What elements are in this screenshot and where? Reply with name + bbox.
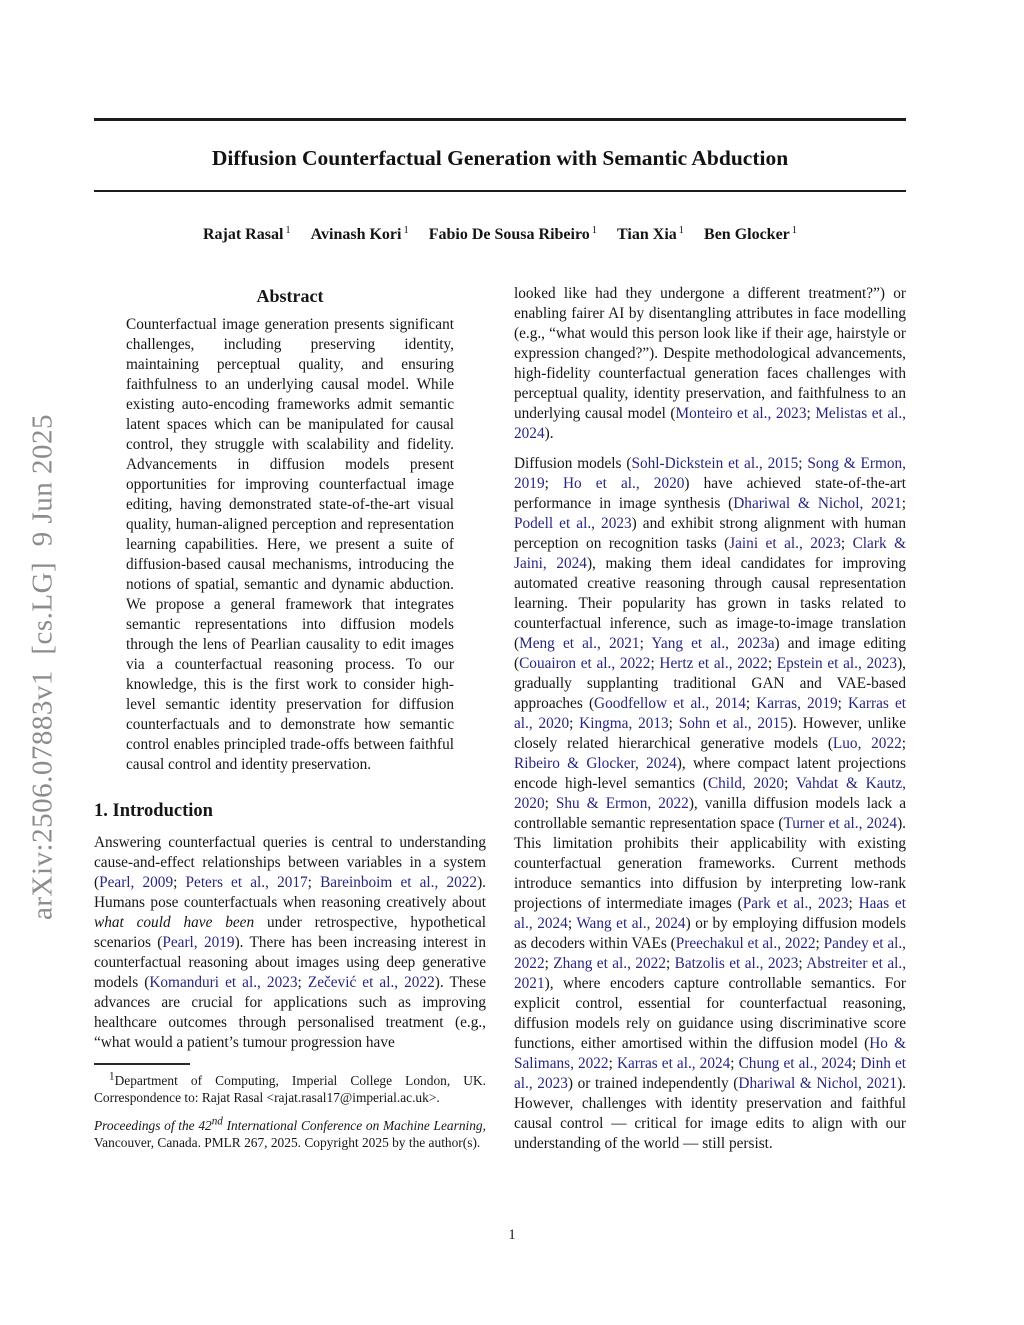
citation-link[interactable]: Kingma, 2013 — [579, 715, 669, 732]
text-segment: ), gradually supplanting traditional GAN and VAE-based approaches ( — [514, 655, 906, 712]
text-segment: International Conference on Machine Learning — [222, 1117, 483, 1133]
citation-link[interactable]: Pearl, 2009 — [99, 874, 174, 891]
citation-link[interactable]: Song & Ermon, 2019 — [514, 455, 906, 492]
paper-title: Diffusion Counterfactual Generation with Semantic Abduction — [211, 146, 789, 170]
citation-link[interactable]: Karras et al., 2020 — [514, 695, 907, 732]
citation-link[interactable]: Clark & Jaini, 2024 — [514, 535, 906, 572]
page-number: 1 — [508, 1227, 516, 1243]
citation-link[interactable]: Pandey et al., 2022 — [514, 935, 907, 972]
text-segment: , Vancouver, Canada. PMLR 267, 2025. Copyright 2025 by the author(s). — [94, 1117, 486, 1150]
citation-link[interactable]: Dinh et al., 2023 — [514, 1055, 907, 1092]
text-segment: ), making them ideal candidates for improving automated creative reasoning through causal representation learning. Their popularity has grown in tasks related to counterfactual inference, such as image-to-image translation ( — [514, 555, 907, 652]
text-segment: ; — [901, 495, 906, 512]
citation-link[interactable]: Ho et al., 2020 — [562, 475, 685, 492]
text-segment: ) and image editing ( — [514, 635, 907, 672]
text-segment: ; — [569, 715, 580, 732]
text-segment: ; — [851, 1055, 861, 1072]
text-segment: ; — [544, 795, 556, 812]
text-segment: ; — [650, 655, 660, 672]
citation-link[interactable]: Ribeiro & Glocker, 2024 — [514, 755, 677, 772]
text-segment: ) or trained independently ( — [567, 1075, 739, 1092]
citation-link[interactable]: Luo, 2022 — [832, 735, 902, 752]
citation-link[interactable]: Sohl-Dickstein et al., 2015 — [631, 455, 799, 472]
text-segment: ; — [901, 735, 906, 752]
citation-link[interactable]: Karras, 2019 — [756, 695, 838, 712]
citation-link[interactable]: Abstreiter et al., 2021 — [514, 955, 907, 992]
text-segment: ), where encoders capture controllable semantics. For explicit control, essential for counterfactual reasoning, diffusion models rely on guidance using discriminative score functions, either amortised within the diffusion model ( — [514, 975, 906, 1052]
citation-link[interactable]: Monteiro et al., 2023 — [675, 405, 807, 422]
text-segment: ), vanilla diffusion models lack a controllable semantic representation space ( — [514, 795, 907, 832]
citation-link[interactable]: Couairon et al., 2022 — [519, 655, 651, 672]
author-line — [94, 226, 906, 244]
text-segment: 1 — [109, 1070, 115, 1083]
citation-link[interactable]: Chung et al., 2024 — [738, 1055, 852, 1072]
text-segment: ). These advances are crucial for applications such as improving healthcare outcomes through personalised treatment (e.g., “what would a patient’s tumour progression have — [94, 974, 486, 1051]
text-segment: looked like had they undergone a different treatment?”) or enabling fairer AI by disentangling attributes in face modelling (e.g., “what would this person look like if their age, hairstyle or expression changed?”). Despite methodological advancements, high-fidelity counterfactual generation faces challenges with perceptual quality, identity preservation, and faithfulness to an underlying causal model ( — [514, 285, 906, 422]
footnote-rule — [94, 1063, 190, 1065]
citation-link[interactable]: Preechakul et al., 2022 — [675, 935, 816, 952]
text-segment: ; — [784, 775, 796, 792]
text-segment: ; — [639, 635, 652, 652]
text-segment: ; — [668, 715, 679, 732]
right-paragraph-2 — [514, 454, 906, 1154]
citation-link[interactable]: Sohn et al., 2015 — [678, 715, 788, 732]
citation-link[interactable]: Yang et al., 2023a — [651, 635, 775, 652]
citation-link[interactable]: Pearl, 2019 — [162, 934, 235, 951]
citation-link[interactable]: Ho & Salimans, 2022 — [514, 1035, 906, 1072]
citation-link[interactable]: Batzolis et al., 2023 — [674, 955, 799, 972]
text-segment: ; — [307, 874, 321, 891]
text-segment: ; — [815, 935, 824, 952]
text-segment: ; — [798, 955, 807, 972]
author-name: Fabio De Sousa Ribeiro $^1$ — [428, 224, 598, 243]
text-segment: ; — [730, 1055, 739, 1072]
footnote-proceedings — [94, 1117, 486, 1151]
citation-link[interactable]: Dhariwal & Nichol, 2021 — [733, 495, 902, 512]
text-segment: Diffusion models ( — [514, 455, 632, 472]
right-column — [514, 284, 906, 1164]
right-paragraph-1 — [514, 284, 906, 444]
abstract-heading: Abstract — [256, 286, 324, 306]
citation-link[interactable]: Bareinboim et al., 2022 — [320, 874, 478, 891]
arxiv-stamp: arXiv:2506.07883v1 [cs.LG] 9 Jun 2025 — [26, 413, 59, 921]
abstract-body: Counterfactual image generation presents significant challenges, including preserving identity, maintaining perceptual quality, and ensuring faithfulness to an underlying causal model. While existing auto-encoding frameworks admit semantic latent spaces which can be manipulated for causal control, they struggle with scalability and fidelity. Advancements in diffusion models present opportunities for improving counterfactual image editing, having demonstrated state-of-the-art visual quality, human-aligned perception and representation learning capabilities. Here, we present a suite of diffusion-based causal mechanisms, introducing the notions of spatial, semantic and dynamic abduction. We propose a general framework that integrates semantic representations into diffusion models through the lens of Pearlian causality to edit images via a counterfactual reasoning process. To our knowledge, this is the first work to consider high-level semantic identity preservation for diffusion counterfactuals and to demonstrate how semantic control enables principled trade-offs between faithful causal control and identity preservation. — [126, 316, 454, 773]
text-segment: ). There has been increasing interest in counterfactual reasoning about images using deep generative models ( — [94, 934, 486, 991]
text-segment: what could have been — [94, 914, 255, 931]
citation-link[interactable]: Melistas et al., 2024 — [514, 405, 907, 442]
text-segment: ; — [567, 915, 577, 932]
citation-link[interactable]: Child, 2020 — [707, 775, 785, 792]
citation-link[interactable]: Wang et al., 2024 — [576, 915, 686, 932]
text-segment: ; — [840, 535, 853, 552]
citation-link[interactable]: Peters et al., 2017 — [185, 874, 308, 891]
footnote-block — [94, 1063, 486, 1151]
author-name: Avinash Kori $^1$ — [310, 224, 409, 243]
text-segment: ; — [848, 895, 859, 912]
text-segment: ). — [544, 425, 554, 442]
text-segment: ; — [745, 695, 757, 712]
text-segment: ; — [767, 655, 777, 672]
citation-link[interactable]: Park et al., 2023 — [742, 895, 849, 912]
text-segment: ; — [806, 405, 816, 422]
citation-link[interactable]: Dhariwal & Nichol, 2021 — [738, 1075, 898, 1092]
citation-link[interactable]: Zhang et al., 2022 — [553, 955, 666, 972]
citation-link[interactable]: Meng et al., 2021 — [519, 635, 640, 652]
text-segment: Answering counterfactual queries is central to understanding cause-and-effect relationships between variables in a system ( — [94, 834, 486, 891]
author-name: Tian Xia $^1$ — [617, 224, 685, 243]
citation-link[interactable]: Turner et al., 2024 — [783, 815, 898, 832]
citation-link[interactable]: Zečević et al., 2022 — [307, 974, 435, 991]
text-segment: ; — [544, 475, 563, 492]
section-heading-introduction: 1. Introduction — [94, 801, 213, 821]
citation-link[interactable]: Jaini et al., 2023 — [729, 535, 841, 552]
left-column — [94, 284, 486, 1164]
text-segment: under retrospective, hypothetical scenarios ( — [94, 914, 486, 951]
text-segment: ) or by employing diffusion models as decoders within VAEs ( — [514, 915, 906, 952]
text-segment: Department of Computing, Imperial College London, UK. Correspondence to: Rajat Rasal <rajat.rasal17@imperial.ac.uk>. — [94, 1072, 486, 1105]
citation-link[interactable]: Vahdat & Kautz, 2020 — [514, 775, 906, 812]
text-segment: ). Humans pose counterfactuals when reasoning creatively about — [94, 874, 486, 911]
citation-link[interactable]: Podell et al., 2023 — [514, 515, 632, 532]
citation-link[interactable]: Goodfellow et al., 2014 — [594, 695, 746, 712]
text-segment: ). This limitation prohibits their applicability with existing counterfactual generation frameworks. Current methods introduce semantics into diffusion by interpreting low-rank projections of intermediate images ( — [514, 815, 906, 912]
text-segment: ; — [665, 955, 675, 972]
citation-link[interactable]: Komanduri et al., 2023 — [149, 974, 298, 991]
citation-link[interactable]: Karras et al., 2024 — [616, 1055, 731, 1072]
text-segment: ; — [608, 1055, 617, 1072]
text-segment: ), where compact latent projections encode high-level semantics ( — [514, 755, 906, 792]
citation-link[interactable]: Epstein et al., 2023 — [776, 655, 898, 672]
text-segment: ; — [297, 974, 308, 991]
introduction-paragraph — [94, 833, 486, 1053]
citation-link[interactable]: Shu & Ermon, 2022 — [555, 795, 689, 812]
citation-link[interactable]: Haas et al., 2024 — [514, 895, 906, 932]
title-rule-bottom — [94, 190, 906, 192]
text-segment: ; — [544, 955, 554, 972]
two-column-body — [94, 284, 906, 1164]
text-segment: nd — [211, 1115, 223, 1128]
text-segment: ; — [837, 695, 849, 712]
text-segment: ). However, challenges with identity preservation and faithful causal control — critical for image edits to align with our understanding of the world — still persist. — [514, 1075, 906, 1152]
text-segment: ) and exhibit strong alignment with human perception on recognition tasks ( — [514, 515, 906, 552]
paper-header — [94, 118, 906, 244]
text-segment: Proceedings of the 42 — [94, 1117, 212, 1133]
footnote-affiliation — [94, 1072, 486, 1106]
author-name: Ben Glocker $^1$ — [704, 224, 798, 243]
text-segment: ; — [798, 455, 808, 472]
text-segment: ; — [173, 874, 186, 891]
citation-link[interactable]: Hertz et al., 2022 — [659, 655, 768, 672]
author-name: Rajat Rasal $^1$ — [202, 224, 291, 243]
text-segment: ) have achieved state-of-the-art performance in image synthesis ( — [514, 475, 906, 512]
text-segment: ). However, unlike closely related hierarchical generative models ( — [514, 715, 907, 752]
